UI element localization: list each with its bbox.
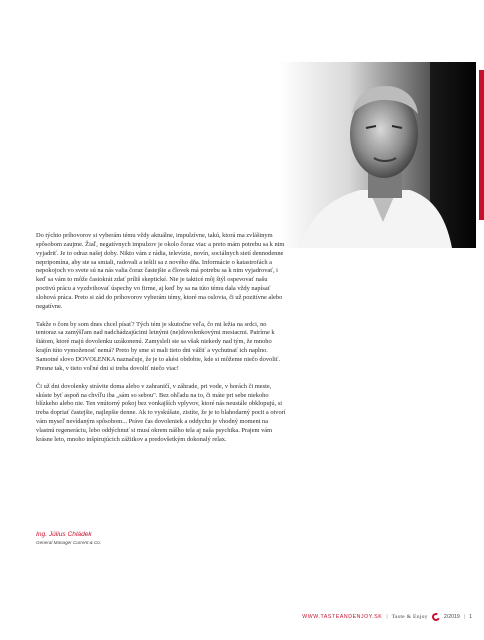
author-portrait [280,62,476,248]
issue-number: 2/2019 [443,614,460,620]
divider: | [463,614,466,620]
paragraph: Do týchto príhovorov si vyberám tému vždy aktuálne, impulzívne, takú, ktorá ma zvláštnym spôsobom zaujme. Žiaľ, negatívnych impulzov je okolo čoraz viac a preto mám potrebu sa k nim vyjadriť. Je to odraz našej doby. Nikto vám z rádia, televízie, novín, sociálnych sietí dennodenne nepripomína, aby ste sa smiali, radovali a tešili sa z nového dňa. Informácie o katastrofách a nepokojoch vo svete sú na nás valia čoraz častejšie a človek má potrebu sa k nim vyjadrovať, i keď sa vám to môže častokrát zdať príliš skeptické. Nie je takticé môj štýl ospevovať našu poctivú prácu a vyzdvihovať úspechy vo firme, aj keď by sa na túto tému dala vždy napísať slohová práca. Preto si zád do príhovorov vyberám témy, ktoré ma oslovia, či už pozitívne alebo negatívne. [36,232,285,310]
author-title: General Manager Current & Co. [36,540,102,545]
signature-block [36,530,101,546]
page-footer [302,612,472,622]
author-name: Ing. Július Chládek [36,531,92,538]
paragraph: Takže o čom by som dnes chcel písať? Tých tém je skutočne veľa, čo mi ležia na srdci, no tentoraz sa zamýšľam nad nadchádzajúcimi letnými (ne)dovolenkovými mesiacmi. Patríme k štátom, ktoré majú dovolenku uzákonenú. Zamysleli ste sa však niekedy nad tým, že mnoho krajín túto vymoženosť nemá? Preto by sme si mali tieto dni vážiť a vychutnať ich naplno. Samotné slovo DOVOLENKA naznačuje, že je to akési obdobie, kde si môžeme niečo dovoliť. Presne tak, v tieto voľné dni si treba dovoliť niečo viac! [36,320,281,372]
accent-bar [479,70,484,220]
paragraph: Či už dni dovolenky strávite doma alebo v zahraničí, v záhrade, pri vode, v horách či meste, skúste byť aspoň na chvíľu iba „sám so sebou". Bez ohľadu na to, či máte pri sebe niekoho blízkeho alebo nie. Ten vnútorný pokoj bez vonkajších vplyvov, ktoré nás neustále obklopujú, si treba dopriať častejšie, najlepšie denne. Ak to vyskúšate, zistíte, že je to blahodarný pocit a otvorí vám myseľ nevídaným spôsobom... Práve čas dovoleniek a oddychu je vhodný moment na vlastnú regeneráciu, lebo oddýchnuť si musí okrem nášho tela aj naša psychika. Prajem vám krásne leto, mnoho inšpirujúcich zážitkov a predovšetkým dokonalý relax. [36,382,286,443]
brand-name: Taste & Enjoy [391,614,428,620]
page-number: 1 [469,614,472,620]
article-body [36,232,286,454]
divider: | [386,614,388,620]
brand-logo-icon [431,612,441,622]
website-link[interactable]: WWW.TASTEANDENJOY.SK [302,614,383,620]
